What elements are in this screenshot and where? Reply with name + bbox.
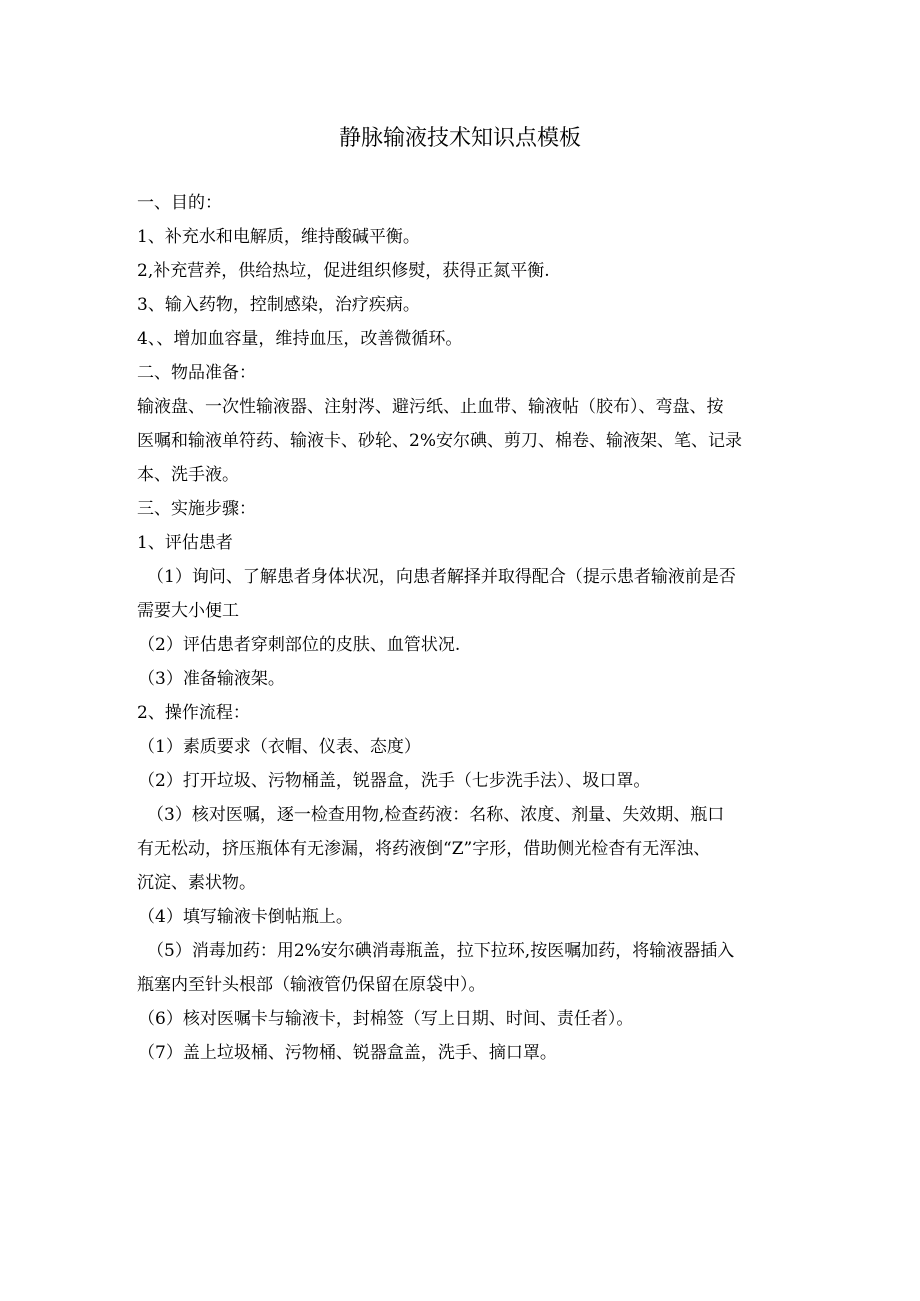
paragraph-line: （1）素质要求（衣帽、仪表、态度）	[138, 737, 421, 757]
paragraph-line: 输液盘、一次性输液器、注射涔、避污纸、止血带、输液帖（胶布）、弯盘、按	[137, 397, 724, 417]
paragraph-line: （1）询问、了解患者身体状况，向患者解择并取得配合（提示患者输液前是否	[147, 567, 736, 587]
paragraph-line: （3）准备输液架。	[138, 669, 285, 689]
paragraph-line: 1、补充水和电解质，维持酸碱平衡。	[137, 227, 420, 247]
document-title: 静脉输液技术知识点模板	[338, 126, 581, 151]
paragraph-line: 3、输入药物，控制感染，治疗疾病。	[137, 295, 420, 315]
paragraph-line: 4、、增加血容量，维持血压，改善微循环。	[137, 329, 463, 349]
subsection-heading: 1、评估患者	[137, 533, 233, 553]
section-heading: 三、实施步骤：	[137, 499, 256, 519]
paragraph-line: （7）盖上垃圾桶、污物桶、锐器盒盖，洗手、摘口罩。	[138, 1043, 557, 1063]
paragraph-line: 有无松动，挤压瓶体有无渗漏，将药液倒“Z”字形，借助侧光检杳有无浑浊、	[137, 839, 711, 859]
paragraph-line: 医嘱和输液单符药、输液卡、砂轮、2%安尔碘、剪刀、棉卷、输液架、笔、记录	[137, 431, 742, 451]
paragraph-line: 沉淀、素状物。	[137, 873, 256, 893]
paragraph-line: 瓶塞内至针头根部（输液管仍保留在原袋中）。	[137, 975, 486, 995]
subsection-heading: 2、操作流程：	[137, 703, 250, 723]
document-body	[137, 186, 787, 1070]
paragraph-line: （6）核对医嘱卡与输液卡，封棉签（写上日期、时间、责任者）。	[138, 1009, 634, 1029]
section-heading: 一、目的：	[137, 193, 222, 213]
paragraph-line: 需要大小便工	[137, 601, 239, 621]
paragraph-line: （5）消毒加药：用2%安尔碘消毒瓶盖，拉下拉环,按医嘱加药，将输液器插入	[147, 941, 735, 961]
paragraph-line: 2,补充营养，供给热垃，促进组织修熨，获得正氮平衡.	[137, 261, 550, 281]
paragraph-line: （2）评估患者穿刺部位的皮肤、血管状况.	[138, 635, 461, 655]
paragraph-line: （3）核对医嘱，逐一检查用物,检查药液：名称、浓度、剂量、失效期、瓶口	[147, 805, 725, 825]
paragraph-line: 本、洗手液。	[137, 465, 239, 485]
paragraph-line: （2）打开垃圾、污物桶盖，锐器盒，洗手（七步洗手法）、圾口罩。	[138, 771, 651, 791]
section-heading: 二、物品准备：	[137, 363, 256, 383]
paragraph-line: （4）填写输液卡倒帖瓶上。	[138, 907, 353, 927]
